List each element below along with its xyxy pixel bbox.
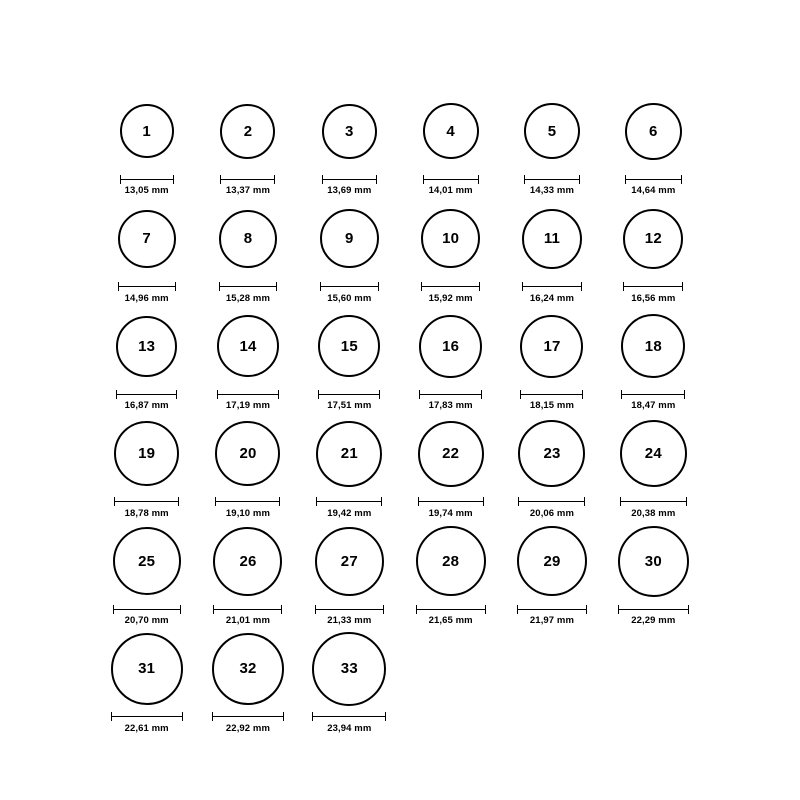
ring-circle: [418, 421, 484, 487]
ring-size-cell: [603, 411, 703, 519]
ring-size-label: 3: [345, 122, 354, 140]
measure-line: [118, 286, 176, 287]
ring-size-label: 17: [543, 337, 561, 355]
ring-circle: [215, 421, 280, 486]
diameter-measure-bar: [213, 604, 282, 614]
ring-size-cell: [198, 88, 298, 196]
measure-line: [518, 501, 585, 502]
ring-size-label: 29: [543, 552, 561, 570]
ring-size-cell: [502, 303, 602, 411]
diameter-measure-bar: [118, 282, 176, 292]
measure-line: [421, 286, 480, 287]
measure-line: [621, 394, 685, 395]
ring-size-cell: [401, 88, 501, 196]
ring-size-cell: [299, 88, 399, 196]
ring-circle-wrap: [215, 411, 280, 497]
measure-line: [113, 609, 181, 610]
ring-size-label: 24: [644, 445, 662, 462]
ring-circle: [114, 421, 179, 486]
diameter-measure-bar: [520, 389, 583, 399]
diameter-value: 22,61 mm: [124, 722, 169, 734]
diameter-measure-bar: [421, 282, 480, 292]
measure-line: [215, 501, 280, 502]
ring-size-cell: [299, 518, 399, 626]
diameter-value: 18,47 mm: [631, 400, 676, 411]
diameter-value: 20,70 mm: [124, 615, 169, 626]
diameter-measure-bar: [120, 174, 174, 184]
diameter-measure-bar: [316, 497, 382, 507]
ring-circle-wrap: [419, 303, 482, 389]
measure-line: [520, 394, 583, 395]
measure-line: [213, 609, 282, 610]
ring-size-cell: [502, 411, 602, 519]
diameter-value: 19,74 mm: [428, 507, 473, 519]
diameter-value: 14,64 mm: [631, 185, 676, 196]
ring-size-cell: [502, 518, 602, 626]
diameter-measure-bar: [522, 282, 582, 292]
ring-circle: [517, 526, 587, 596]
ring-size-cell: [299, 626, 399, 734]
ring-size-label: 14: [239, 337, 257, 355]
diameter-measure-bar: [113, 604, 181, 614]
ring-size-label: 22: [442, 445, 460, 462]
diameter-value: 14,01 mm: [428, 185, 473, 196]
ring-size-label: 11: [543, 230, 561, 247]
ring-size-label: 16: [442, 337, 460, 355]
diameter-value: 23,94 mm: [327, 722, 372, 734]
ring-circle-wrap: [318, 303, 380, 389]
ring-size-label: 5: [547, 122, 557, 140]
ring-circle: [621, 314, 685, 378]
measure-line: [114, 501, 179, 502]
ring-size-cell: [97, 518, 197, 626]
ring-circle-wrap: [114, 411, 179, 497]
ring-size-label: 18: [644, 337, 662, 355]
measure-line: [316, 501, 382, 502]
diameter-measure-bar: [318, 389, 380, 399]
measure-line: [219, 286, 277, 287]
ring-circle-wrap: [219, 196, 277, 282]
measure-line: [623, 286, 683, 287]
ring-size-label: 13: [138, 337, 156, 355]
ring-circle-wrap: [322, 88, 377, 174]
ring-circle: [212, 633, 284, 705]
ring-circle: [524, 103, 580, 159]
diameter-value: 13,69 mm: [327, 185, 372, 196]
diameter-measure-bar: [217, 389, 279, 399]
measure-line: [120, 179, 174, 180]
ring-size-cell: [603, 303, 703, 411]
ring-circle: [315, 527, 384, 596]
diameter-measure-bar: [215, 497, 280, 507]
ring-circle-wrap: [416, 518, 486, 604]
ring-size-cell: [502, 88, 602, 196]
measure-line: [320, 286, 379, 287]
ring-circle-wrap: [220, 88, 275, 174]
ring-circle-wrap: [118, 196, 176, 282]
measure-line: [522, 286, 582, 287]
ring-circle: [416, 526, 486, 596]
diameter-measure-bar: [114, 497, 179, 507]
ring-size-label: 7: [142, 230, 151, 247]
measure-line: [524, 179, 580, 180]
ring-circle: [419, 315, 482, 378]
ring-circle: [322, 104, 377, 159]
ring-size-cell: [198, 518, 298, 626]
diameter-measure-bar: [416, 604, 486, 614]
ring-circle-wrap: [522, 196, 582, 282]
ring-size-label: 19: [138, 445, 156, 462]
diameter-measure-bar: [322, 174, 377, 184]
measure-line: [116, 394, 177, 395]
diameter-value: 14,33 mm: [529, 185, 575, 196]
ring-size-cell: [603, 88, 703, 196]
ring-size-cell: [603, 518, 703, 626]
ring-circle-wrap: [113, 518, 181, 604]
measure-line: [625, 179, 682, 180]
ring-size-label: 28: [442, 552, 460, 570]
ring-size-cell: [198, 626, 298, 734]
ring-circle: [318, 315, 380, 377]
ring-circle: [520, 315, 583, 378]
ring-size-cell: [502, 196, 602, 304]
diameter-measure-bar: [312, 712, 386, 722]
ring-circle-wrap: [320, 196, 379, 282]
ring-circle-wrap: [418, 411, 484, 497]
ring-circle: [111, 633, 183, 705]
ring-size-label: 23: [543, 445, 561, 462]
diameter-measure-bar: [620, 497, 687, 507]
ring-size-cell: [97, 88, 197, 196]
ring-size-cell: [603, 196, 703, 304]
measure-line: [423, 179, 479, 180]
ring-size-label: 30: [644, 552, 662, 570]
ring-circle-wrap: [620, 411, 687, 497]
diameter-value: 21,33 mm: [327, 615, 372, 626]
ring-circle: [120, 104, 174, 158]
ring-size-grid: [96, 88, 704, 733]
ring-circle: [623, 209, 683, 269]
ring-size-cell: [401, 518, 501, 626]
ring-circle-wrap: [423, 88, 479, 174]
ring-circle: [217, 315, 279, 377]
measure-line: [618, 609, 689, 610]
ring-circle: [625, 103, 682, 160]
ring-circle-wrap: [212, 626, 284, 712]
diameter-value: 16,87 mm: [124, 400, 169, 411]
ring-size-label: 6: [649, 122, 658, 140]
ring-size-label: 25: [138, 552, 156, 570]
ring-circle: [320, 209, 379, 268]
ring-circle: [618, 526, 689, 597]
measure-line: [416, 609, 486, 610]
diameter-measure-bar: [212, 712, 284, 722]
ring-size-label: 26: [239, 552, 257, 570]
diameter-value: 16,24 mm: [529, 292, 575, 304]
ring-circle-wrap: [315, 518, 384, 604]
diameter-value: 21,97 mm: [529, 615, 575, 626]
ring-size-label: 8: [243, 230, 253, 247]
diameter-value: 17,51 mm: [327, 400, 372, 411]
ring-circle-wrap: [116, 303, 177, 389]
ring-size-cell: [299, 303, 399, 411]
measure-line: [217, 394, 279, 395]
ring-circle: [316, 421, 382, 487]
ring-size-label: 21: [340, 445, 358, 462]
measure-line: [418, 501, 484, 502]
diameter-measure-bar: [320, 282, 379, 292]
diameter-value: 15,60 mm: [327, 292, 372, 304]
ring-circle: [118, 210, 176, 268]
ring-size-label: 12: [644, 230, 662, 247]
ring-circle-wrap: [524, 88, 580, 174]
diameter-value: 22,92 mm: [225, 722, 271, 734]
measure-line: [419, 394, 482, 395]
ring-circle-wrap: [618, 518, 689, 604]
measure-line: [517, 609, 587, 610]
measure-line: [220, 179, 275, 180]
diameter-measure-bar: [315, 604, 384, 614]
diameter-measure-bar: [621, 389, 685, 399]
diameter-value: 13,37 mm: [225, 185, 271, 196]
diameter-value: 19,10 mm: [225, 507, 271, 519]
ring-circle-wrap: [421, 196, 480, 282]
ring-circle: [522, 209, 582, 269]
ring-size-cell: [401, 411, 501, 519]
ring-size-label: 9: [345, 230, 354, 247]
ring-size-cell: [299, 411, 399, 519]
ring-circle-wrap: [621, 303, 685, 389]
diameter-measure-bar: [625, 174, 682, 184]
diameter-value: 22,29 mm: [631, 615, 676, 626]
ring-size-label: 2: [243, 122, 253, 140]
measure-line: [322, 179, 377, 180]
ring-circle-wrap: [623, 196, 683, 282]
ring-size-cell: [299, 196, 399, 304]
ring-size-cell: [401, 303, 501, 411]
ring-size-cell: [198, 196, 298, 304]
ring-size-cell: [97, 303, 197, 411]
ring-circle: [423, 103, 479, 159]
diameter-value: 16,56 mm: [631, 292, 676, 304]
diameter-value: 15,28 mm: [225, 292, 271, 304]
diameter-value: 18,15 mm: [529, 400, 575, 411]
diameter-value: 14,96 mm: [124, 292, 169, 304]
ring-size-label: 4: [446, 122, 455, 140]
ring-size-cell: [97, 626, 197, 734]
ring-circle: [220, 104, 275, 159]
ring-size-cell: [401, 196, 501, 304]
ring-size-cell: [97, 411, 197, 519]
ring-circle-wrap: [625, 88, 682, 174]
measure-line: [212, 716, 284, 717]
ring-size-label: 32: [239, 660, 257, 677]
diameter-value: 17,19 mm: [225, 400, 271, 411]
ring-circle: [421, 209, 480, 268]
diameter-value: 13,05 mm: [124, 185, 169, 196]
ring-size-label: 10: [442, 230, 460, 247]
ring-circle: [312, 632, 386, 706]
ring-size-label: 1: [142, 122, 151, 140]
diameter-measure-bar: [418, 497, 484, 507]
ring-circle-wrap: [213, 518, 282, 604]
ring-size-label: 33: [340, 660, 358, 677]
diameter-value: 15,92 mm: [428, 292, 473, 304]
diameter-value: 18,78 mm: [124, 507, 169, 519]
ring-circle-wrap: [120, 88, 174, 174]
diameter-measure-bar: [423, 174, 479, 184]
ring-size-label: 27: [340, 552, 358, 570]
diameter-value: 19,42 mm: [327, 507, 372, 519]
measure-line: [111, 716, 183, 717]
ring-circle: [518, 420, 585, 487]
ring-circle-wrap: [316, 411, 382, 497]
measure-line: [315, 609, 384, 610]
measure-line: [312, 716, 386, 717]
ring-circle-wrap: [520, 303, 583, 389]
ring-size-label: 20: [239, 445, 257, 462]
ring-circle-wrap: [217, 303, 279, 389]
ring-circle: [620, 420, 687, 487]
diameter-value: 17,83 mm: [428, 400, 473, 411]
diameter-measure-bar: [623, 282, 683, 292]
diameter-measure-bar: [517, 604, 587, 614]
ring-circle: [116, 316, 177, 377]
ring-circle: [219, 210, 277, 268]
diameter-value: 20,38 mm: [631, 507, 676, 519]
diameter-measure-bar: [419, 389, 482, 399]
ring-circle-wrap: [518, 411, 585, 497]
ring-size-cell: [198, 303, 298, 411]
ring-size-label: 15: [340, 337, 358, 355]
measure-line: [620, 501, 687, 502]
ring-circle: [213, 527, 282, 596]
diameter-value: 21,65 mm: [428, 615, 473, 626]
measure-line: [318, 394, 380, 395]
diameter-measure-bar: [111, 712, 183, 722]
diameter-value: 20,06 mm: [529, 507, 575, 519]
diameter-value: 21,01 mm: [225, 615, 271, 626]
ring-circle: [113, 527, 181, 595]
diameter-measure-bar: [219, 282, 277, 292]
ring-circle-wrap: [312, 626, 386, 712]
ring-size-cell: [97, 196, 197, 304]
ring-circle-wrap: [111, 626, 183, 712]
diameter-measure-bar: [524, 174, 580, 184]
ring-size-label: 31: [138, 660, 156, 677]
ring-size-cell: [198, 411, 298, 519]
diameter-measure-bar: [220, 174, 275, 184]
diameter-measure-bar: [618, 604, 689, 614]
diameter-measure-bar: [116, 389, 177, 399]
ring-circle-wrap: [517, 518, 587, 604]
diameter-measure-bar: [518, 497, 585, 507]
